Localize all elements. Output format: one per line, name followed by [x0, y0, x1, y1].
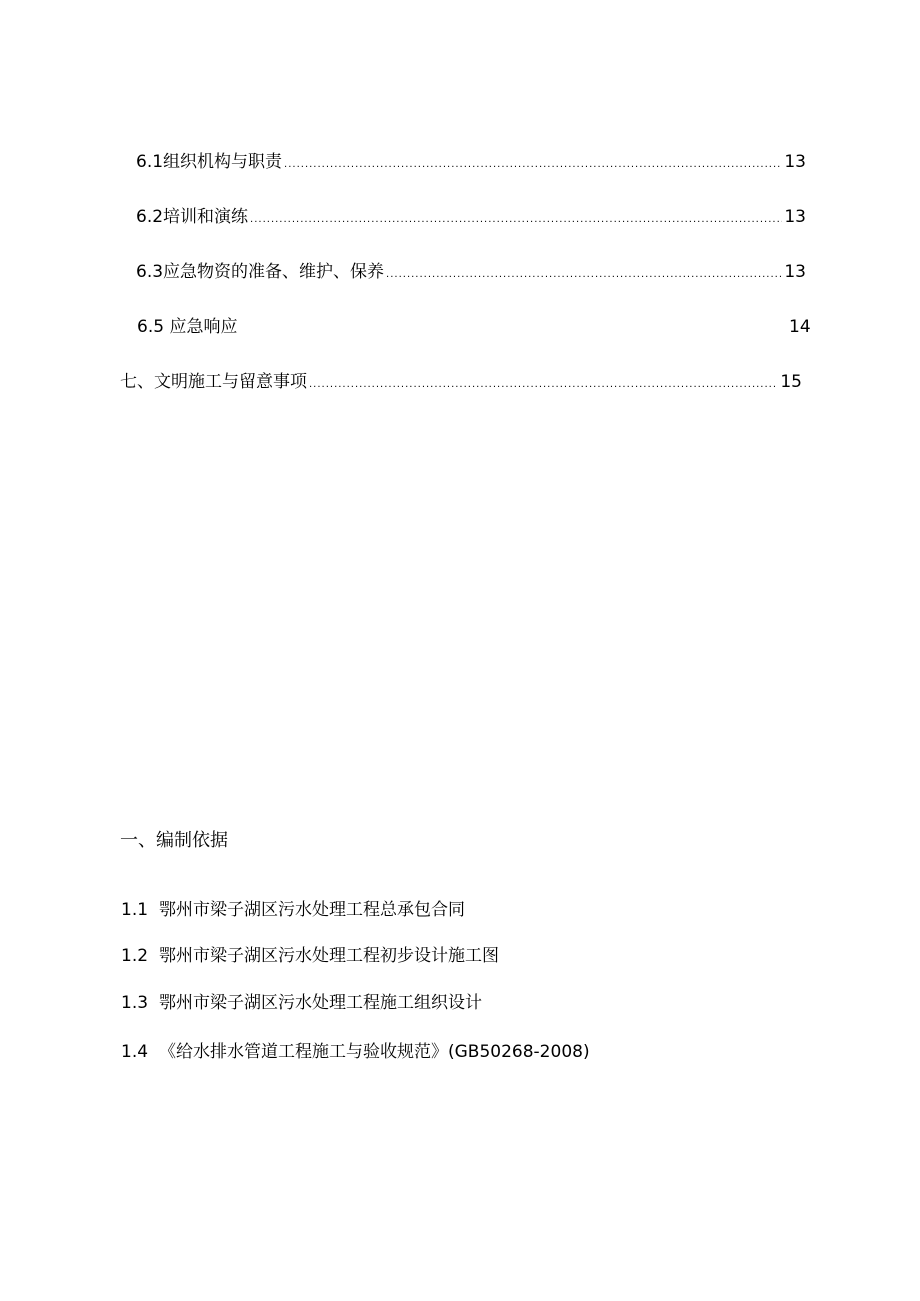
- basis-item: [121, 944, 499, 968]
- basis-item-text: 鄂州市梁子湖区污水处理工程施工组织设计: [159, 993, 482, 1013]
- basis-item-number: 1.1: [121, 900, 149, 920]
- basis-item: [121, 898, 465, 922]
- toc-dot-leader: [284, 154, 782, 176]
- toc-entry-page: 13: [784, 207, 806, 227]
- toc-entry-section-7[interactable]: [120, 371, 802, 396]
- basis-item-text: 鄂州市梁子湖区污水处理工程初步设计施工图: [159, 946, 499, 966]
- toc-entry-6-5-page: 14: [789, 317, 811, 337]
- toc-entry-6-1[interactable]: [136, 151, 806, 176]
- basis-item-text: 鄂州市梁子湖区污水处理工程总承包合同: [159, 900, 465, 920]
- toc-entry-title: 组织机构与职责: [163, 152, 283, 172]
- basis-item-number: 1.4: [121, 1042, 149, 1062]
- toc-entry-title: 七、文明施工与留意事项: [120, 372, 307, 392]
- toc-entry-title: 6.5 应急响应: [137, 317, 238, 337]
- basis-item-text: 《给水排水管道工程施工与验收规范》(GB50268-2008): [159, 1042, 590, 1062]
- toc-dot-leader: [309, 374, 778, 396]
- basis-item: [121, 1040, 590, 1064]
- basis-item-number: 1.2: [121, 946, 149, 966]
- toc-dot-leader: [250, 209, 782, 231]
- toc-entry-number: 6.3: [136, 262, 164, 282]
- toc-entry-page: 15: [780, 372, 802, 392]
- basis-item: [121, 991, 482, 1015]
- toc-entry-title: 培训和演练: [163, 207, 249, 227]
- section-heading-basis: 一、编制依据: [120, 830, 228, 851]
- toc-entry-title: 应急物资的准备、维护、保养: [163, 262, 385, 282]
- toc-entry-6-5[interactable]: [137, 316, 237, 338]
- toc-entry-6-2[interactable]: [136, 206, 806, 231]
- toc-entry-page: 13: [784, 262, 806, 282]
- basis-item-number: 1.3: [121, 993, 149, 1013]
- toc-entry-number: 6.2: [136, 207, 164, 227]
- toc-entry-page: 13: [784, 152, 806, 172]
- toc-dot-leader: [386, 264, 782, 286]
- toc-entry-6-3[interactable]: [136, 261, 806, 286]
- toc-entry-number: 6.1: [136, 152, 164, 172]
